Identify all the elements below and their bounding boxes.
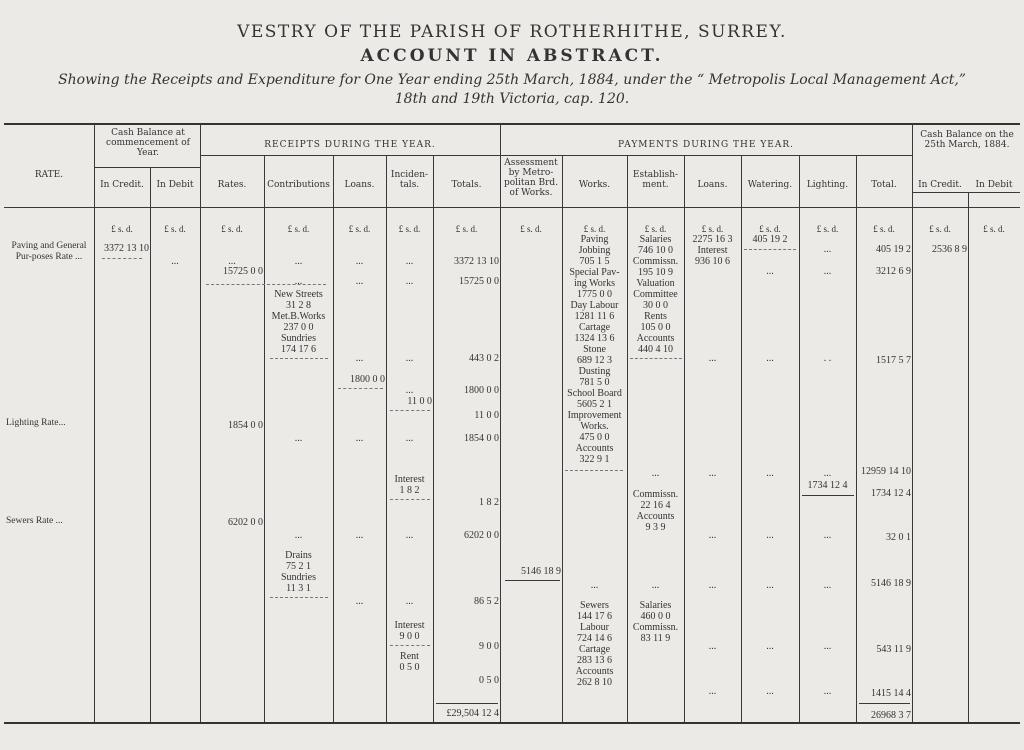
header-rates: Rates. xyxy=(217,180,247,190)
total-3: 1517 5 7 xyxy=(876,355,911,366)
works-accounts: Accounts xyxy=(575,443,614,454)
col-divider xyxy=(500,124,501,722)
header-lighting: Lighting. xyxy=(806,180,849,190)
header-in-debit-end: In Debit xyxy=(975,180,1013,190)
lsd-label: £ s. d. xyxy=(873,224,895,234)
totals-1800: 1800 0 0 xyxy=(464,385,499,396)
dots: ... xyxy=(171,256,179,267)
est-committee-value: 30 0 0 xyxy=(643,300,668,311)
works-labour: Labour xyxy=(580,622,609,633)
header-watering: Watering. xyxy=(747,180,793,190)
rule xyxy=(206,284,326,285)
lsd-label: £ s. d. xyxy=(520,224,542,234)
dots: ... xyxy=(405,385,414,396)
totals-sewers: 6202 0 0 xyxy=(464,530,499,541)
header-payment-loans: Loans. xyxy=(697,180,728,190)
lsd-label: £ s. d. xyxy=(816,224,839,234)
header-works: Works. xyxy=(578,180,611,190)
lsd-label: £ s. d. xyxy=(929,224,951,234)
incidentals-rent-value: 0 5 0 xyxy=(399,662,420,673)
total-1: 405 19 2 xyxy=(876,244,911,255)
dots: ... xyxy=(823,530,832,541)
dots: ... xyxy=(355,256,364,267)
est-salaries: Salaries xyxy=(639,234,672,245)
works-school-board: School Board xyxy=(567,388,622,399)
header-rate: RATE. xyxy=(34,170,64,180)
works-improvement-value: 475 0 0 xyxy=(579,432,610,443)
dots: ... xyxy=(355,596,364,607)
est-rents: Rents xyxy=(644,311,667,322)
rates-sewers: 6202 0 0 xyxy=(228,517,263,528)
totals-11: 11 0 0 xyxy=(474,410,499,421)
pay-loans-value: 2275 16 3 xyxy=(692,234,733,245)
lighting-value: 1734 12 4 xyxy=(807,480,848,491)
balance-end-credit-paving: 2536 8 9 xyxy=(932,244,967,255)
est-commissn3: Commissn. xyxy=(632,622,679,633)
col-divider xyxy=(94,124,95,722)
lsd-label: £ s. d. xyxy=(583,224,606,234)
dots: ... xyxy=(355,433,364,444)
header-in-credit: In Credit. xyxy=(100,180,144,190)
header-payments: PAYMENTS DURING THE YEAR. xyxy=(618,140,794,150)
rule xyxy=(390,645,430,646)
col-divider xyxy=(856,155,857,722)
works-stone: Stone xyxy=(583,344,606,355)
dots: ... xyxy=(766,530,774,541)
dots: ... xyxy=(405,433,414,444)
dots: ... xyxy=(294,276,303,287)
dots: ... xyxy=(651,580,660,591)
pay-loans-interest: Interest xyxy=(697,245,728,256)
col-divider xyxy=(799,155,800,722)
header-bottom-rule xyxy=(4,207,1020,208)
dots: ... xyxy=(823,580,832,591)
rate-label-sewers: Sewers Rate ... xyxy=(6,516,63,526)
loans-value: 1800 0 0 xyxy=(350,374,385,385)
rates-paving: 15725 0 0 xyxy=(223,266,263,277)
totals-grand: £29,504 12 4 xyxy=(446,708,499,719)
dots: ... xyxy=(766,686,774,697)
rule xyxy=(102,258,142,259)
est-salaries2: Salaries xyxy=(639,600,672,611)
works-dusting: Dusting xyxy=(578,366,611,377)
est-accounts2: Accounts xyxy=(636,511,675,522)
contrib-sundries2-value: 11 3 1 xyxy=(286,583,311,594)
balance-start-header-rule xyxy=(94,167,200,168)
works-school-board-value: 5605 2 1 xyxy=(577,399,612,410)
lsd-label: £ s. d. xyxy=(759,224,781,234)
dots: ... xyxy=(294,433,303,444)
total-8: 543 11 9 xyxy=(876,644,911,655)
totals-443: 443 0 2 xyxy=(469,353,499,364)
dots: ... xyxy=(766,266,774,277)
header-cash-balance-end: Cash Balance on the 25th March, 1884. xyxy=(920,130,1014,150)
dots: ... xyxy=(823,468,832,479)
page-title: VESTRY OF THE PARISH OF ROTHERHITHE, SURREY. xyxy=(237,22,787,42)
header-contributions: Contributions xyxy=(267,180,330,190)
dots: ... xyxy=(355,276,364,287)
rule xyxy=(859,703,910,704)
dots: ... xyxy=(708,641,717,652)
rate-label-lighting: Lighting Rate... xyxy=(6,418,66,428)
header-establishment: Establish-ment. xyxy=(632,170,679,190)
lsd-label: £ s. d. xyxy=(455,224,478,234)
est-accounts-value: 440 4 10 xyxy=(638,344,673,355)
totals-1-8-2: 1 8 2 xyxy=(479,497,499,508)
header-loans: Loans. xyxy=(344,180,375,190)
est-accounts2-value: 9 3 9 xyxy=(645,522,666,533)
assessment-value: 5146 18 9 xyxy=(521,566,561,577)
dots: ... xyxy=(405,353,414,364)
balance-end-header-rule xyxy=(912,192,1020,193)
rate-label-paving: Paving and General Pur-poses Rate ... xyxy=(11,241,87,262)
contrib-sundries-value: 174 17 6 xyxy=(281,344,316,355)
dots2: . . xyxy=(823,353,832,364)
works-day-labour: Day Labour xyxy=(570,300,619,311)
est-rents-value: 105 0 0 xyxy=(640,322,671,333)
contrib-sundries: Sundries xyxy=(281,333,316,344)
dots: ... xyxy=(766,580,774,591)
works-jobbing: Jobbing xyxy=(578,245,611,256)
contrib-new-streets-value: 31 2 8 xyxy=(286,300,311,311)
description-line-1: Showing the Receipts and Expenditure for One Year ending 25th March, 1884, under the “ Metropolis Local Management Act,” xyxy=(58,72,966,88)
total-9: 1415 14 4 xyxy=(871,688,911,699)
dots: ... xyxy=(708,580,717,591)
total-grand: 26968 3 7 xyxy=(871,710,911,721)
dots: ... xyxy=(294,530,303,541)
dots: ... xyxy=(228,256,236,267)
works-works: Works. xyxy=(580,421,609,432)
total-6: 32 0 1 xyxy=(886,532,911,543)
contrib-new-streets: New Streets xyxy=(274,289,323,300)
dots: ... xyxy=(294,256,303,267)
works-day-labour-value: 1281 11 6 xyxy=(574,311,615,322)
works-sewers-value: 144 17 6 xyxy=(577,611,612,622)
totals-paving-2: 15725 0 0 xyxy=(459,276,499,287)
rule xyxy=(390,410,430,411)
est-commissn: Commissn. xyxy=(632,256,679,267)
rule xyxy=(390,499,430,500)
incidentals-interest-value: 1 8 2 xyxy=(399,485,420,496)
table-top-rule xyxy=(4,123,1020,125)
works-cartage2-value: 283 13 6 xyxy=(577,655,612,666)
header-totals: Totals. xyxy=(451,180,482,190)
table-bottom-rule xyxy=(4,722,1020,724)
dots: ... xyxy=(708,468,717,479)
total-5: 1734 12 4 xyxy=(871,488,911,499)
col-divider xyxy=(150,167,151,722)
incidentals-rent: Rent xyxy=(400,651,419,662)
rule xyxy=(436,703,498,704)
lsd-label: £ s. d. xyxy=(398,224,421,234)
rule xyxy=(505,580,560,581)
est-commissn3-value: 83 11 9 xyxy=(640,633,671,644)
header-in-debit: In Debit xyxy=(156,180,194,190)
works-accounts2: Accounts xyxy=(575,666,614,677)
totals-0-5: 0 5 0 xyxy=(479,675,499,686)
header-total: Total. xyxy=(871,180,897,190)
rule xyxy=(630,358,682,359)
rule xyxy=(802,495,854,496)
works-special-pav: Special Pav- xyxy=(569,267,620,278)
rule xyxy=(270,597,328,598)
col-divider xyxy=(912,124,913,722)
dots: ... xyxy=(708,353,717,364)
totals-86: 86 5 2 xyxy=(474,596,499,607)
total-7: 5146 18 9 xyxy=(871,578,911,589)
works-paving: Paving xyxy=(580,234,609,245)
lsd-label: £ s. d. xyxy=(164,224,186,234)
totals-lighting: 1854 0 0 xyxy=(464,433,499,444)
dots: ... xyxy=(766,353,774,364)
contrib-drains: Drains xyxy=(285,550,312,561)
watering-value: 405 19 2 xyxy=(752,234,788,245)
rule xyxy=(270,358,328,359)
dots: ... xyxy=(405,276,414,287)
lsd-label: £ s. d. xyxy=(348,224,371,234)
dots: ... xyxy=(766,641,774,652)
dots: ... xyxy=(355,530,364,541)
contrib-sundries2: Sundries xyxy=(281,572,316,583)
incidentals-interest2-value: 9 0 0 xyxy=(399,631,420,642)
lsd-label: £ s. d. xyxy=(287,224,310,234)
dots: ... xyxy=(823,641,832,652)
works-stone-value: 689 12 3 xyxy=(577,355,612,366)
dots: ... xyxy=(590,580,599,591)
description-line-2: 18th and 19th Victoria, cap. 120. xyxy=(394,91,630,107)
est-accounts: Accounts xyxy=(636,333,675,344)
header-incidentals: Inciden-tals. xyxy=(390,170,429,190)
works-cartage2: Cartage xyxy=(578,644,611,655)
works-cartage: Cartage xyxy=(578,322,611,333)
works-labour-value: 724 14 6 xyxy=(577,633,612,644)
est-commissn-value: 195 10 9 xyxy=(638,267,673,278)
est-salaries2-value: 460 0 0 xyxy=(640,611,671,622)
est-salaries-value: 746 10 0 xyxy=(638,245,673,256)
works-sewers: Sewers xyxy=(580,600,609,611)
contrib-drains-value: 75 2 1 xyxy=(286,561,311,572)
total-4: 12959 14 10 xyxy=(861,466,911,477)
works-cartage-value: 1324 13 6 xyxy=(574,333,615,344)
est-committee: Committee xyxy=(633,289,678,300)
contrib-metbworks-value: 237 0 0 xyxy=(283,322,314,333)
balance-start-credit-paving: 3372 13 10 xyxy=(104,243,149,254)
lsd-label: £ s. d. xyxy=(983,224,1005,234)
works-improvement: Improvement xyxy=(567,410,622,421)
works-jobbing-value: 705 1 5 xyxy=(579,256,610,267)
rule xyxy=(338,388,383,389)
pay-loans-interest-value: 936 10 6 xyxy=(695,256,730,267)
contrib-metbworks: Met.B.Works xyxy=(271,311,326,322)
col-divider xyxy=(968,192,969,722)
dots: ... xyxy=(823,244,832,255)
works-ing-works-value: 1775 0 0 xyxy=(577,289,612,300)
dots: ... xyxy=(651,468,660,479)
totals-9: 9 0 0 xyxy=(479,641,499,652)
incidentals-value: 11 0 0 xyxy=(407,396,432,407)
dots: ... xyxy=(708,686,717,697)
est-commissn2-value: 22 16 4 xyxy=(640,500,671,511)
header-assessment: Assessment by Metro-politan Brd. of Works. xyxy=(503,158,559,198)
dots: ... xyxy=(405,596,414,607)
dots: ... xyxy=(766,468,774,479)
incidentals-interest2: Interest xyxy=(394,620,425,631)
rates-lighting: 1854 0 0 xyxy=(228,420,263,431)
est-valuation: Valuation xyxy=(636,278,675,289)
est-commissn2: Commissn. xyxy=(632,489,679,500)
dots: ... xyxy=(405,530,414,541)
lsd-label: £ s. d. xyxy=(111,224,133,234)
total-2: 3212 6 9 xyxy=(876,266,911,277)
incidentals-interest: Interest xyxy=(394,474,425,485)
works-accounts2-value: 262 8 10 xyxy=(577,677,612,688)
lsd-label: £ s. d. xyxy=(701,224,724,234)
dots: ... xyxy=(405,256,414,267)
header-in-credit-end: In Credit. xyxy=(918,180,962,190)
rule xyxy=(565,470,623,471)
receipts-header-rule xyxy=(200,155,500,156)
totals-paving-1: 3372 13 10 xyxy=(454,256,499,267)
lsd-label: £ s. d. xyxy=(644,224,667,234)
rule xyxy=(744,249,796,250)
page-subtitle: ACCOUNT IN ABSTRACT. xyxy=(360,46,664,66)
dots: ... xyxy=(823,686,832,697)
dots: ... xyxy=(355,353,364,364)
dots: ... xyxy=(823,266,832,277)
works-dusting-value: 781 5 0 xyxy=(579,377,610,388)
works-accounts-value: 322 9 1 xyxy=(579,454,610,465)
header-receipts: RECEIPTS DURING THE YEAR. xyxy=(264,140,436,150)
header-cash-balance-start: Cash Balance at commencement of Year. xyxy=(106,128,190,158)
works-ing-works: ing Works xyxy=(574,278,615,289)
dots: ... xyxy=(708,530,717,541)
lsd-label: £ s. d. xyxy=(221,224,243,234)
